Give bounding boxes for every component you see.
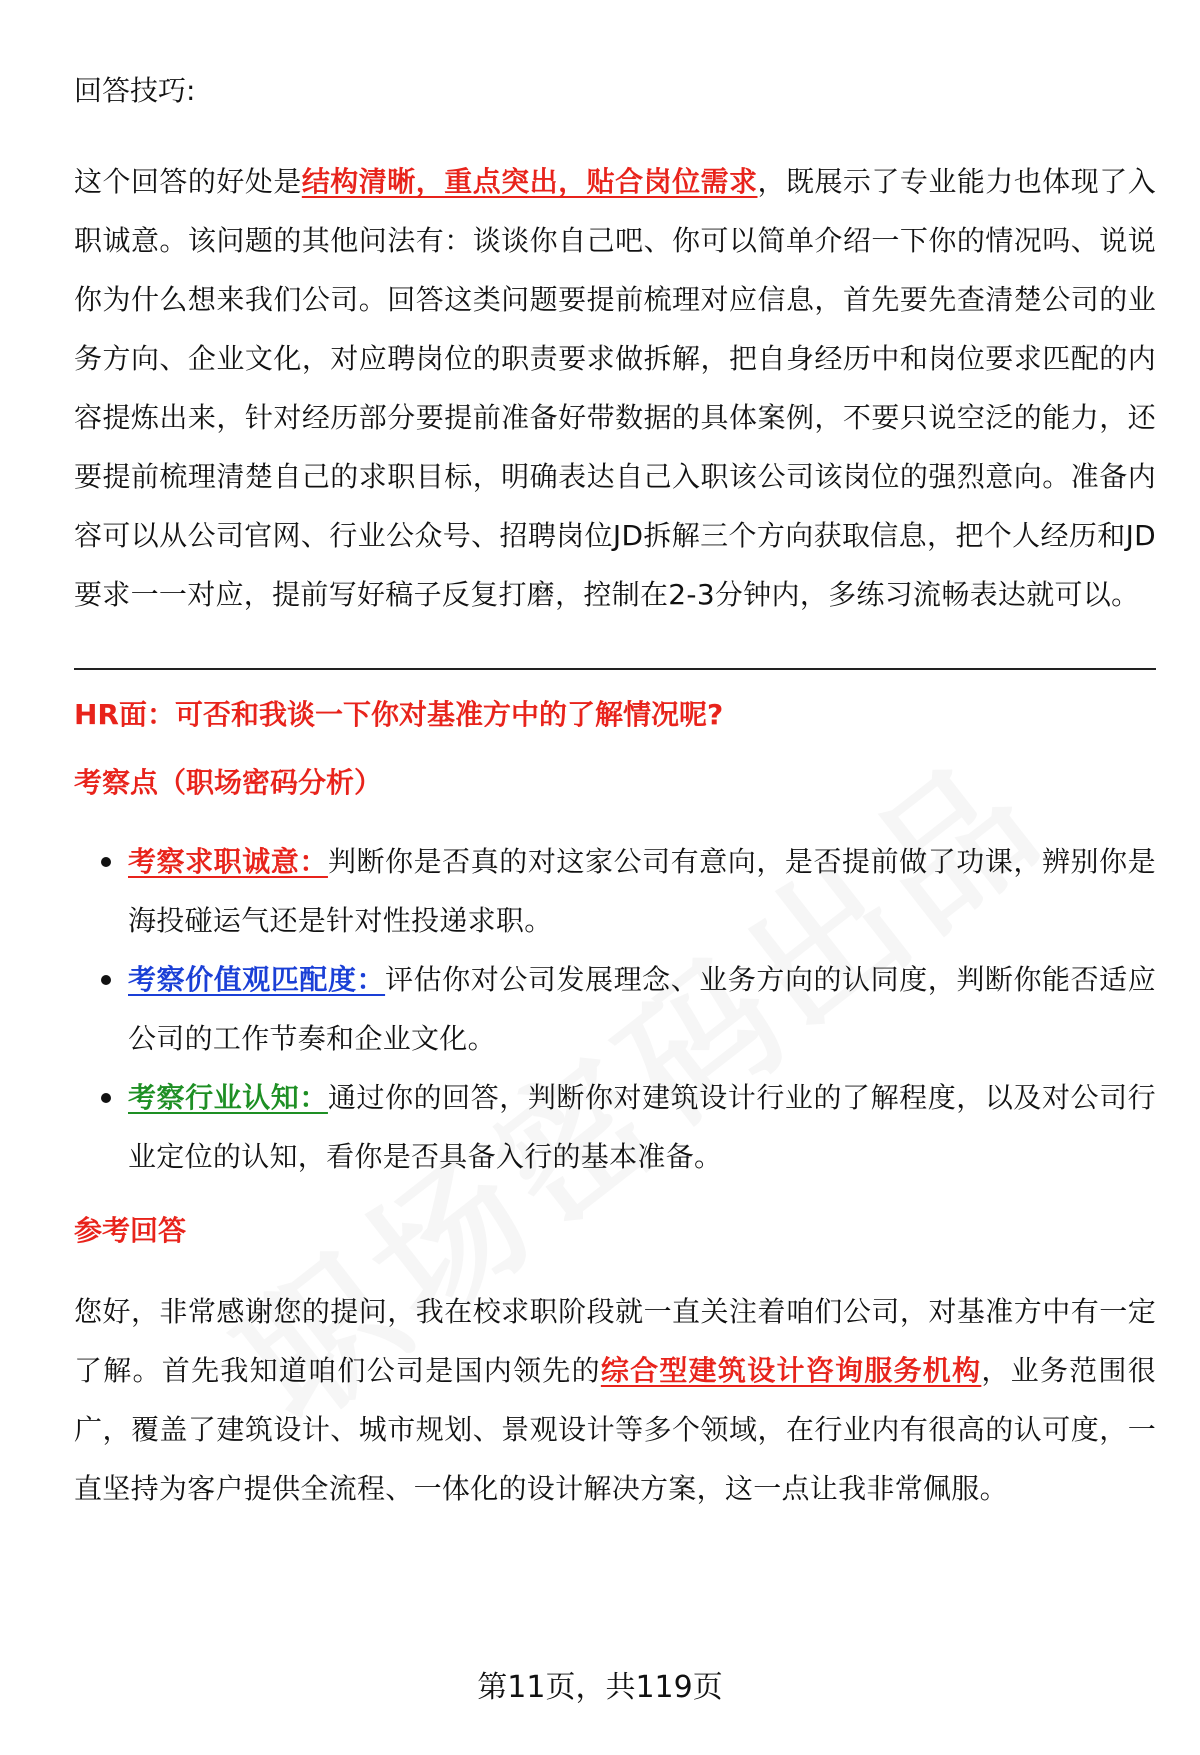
tips-highlight: 结构清晰，重点突出，贴合岗位需求 — [301, 165, 758, 198]
point-label: 考察求职诚意： — [128, 845, 328, 878]
page-number: 第11页，共119页 — [477, 1670, 723, 1705]
analysis-point-industry — [74, 1068, 1156, 1186]
answer-text-pre: 您好，非常感谢您的提问，我在校求职阶段就一直关注着咱们公司，对基准方中有一定了解。首先我知道咱们公司是国内领先的 — [74, 1295, 1156, 1387]
tips-heading: 回答技巧: — [74, 74, 196, 107]
answer-text-post: ，业务范围很广，覆盖了建筑设计、城市规划、景观设计等多个领域，在行业内有很高的认可度，一直坚持为客户提供全流程、一体化的设计解决方案，这一点让我非常佩服。 — [74, 1354, 1156, 1505]
analysis-point-values — [74, 950, 1156, 1068]
interview-question-title: HR面：可否和我谈一下你对基准方中的了解情况呢? — [74, 698, 724, 731]
tips-text-post: ，既展示了专业能力也体现了入职诚意。该问题的其他问法有：谈谈你自己吧、你可以简单介绍一下你的情况吗、说说你为什么想来我们公司。回答这类问题要提前梳理对应信息，首先要先查清楚公司的业务方向、企业文化，对应聘岗位的职责要求做拆解，把自身经历中和岗位要求匹配的内容提炼出来，针对经历部分要提前准备好带数据的具体案例，不要只说空泛的能力，还要提前梳理清楚自己的求职目标，明确表达自己入职该公司该岗位的强烈意向。准备内容可以从公司官网、行业公众号、招聘岗位JD拆解三个方向获取信息，把个人经历和JD要求一一对应，提前写好稿子反复打磨，控制在2-3分钟内，多练习流畅表达就可以。 — [74, 165, 1156, 611]
bullet-icon — [101, 857, 111, 867]
point-text: 评估你对公司发展理念、业务方向的认同度，判断你能否适应公司的工作节奏和企业文化。 — [128, 963, 1157, 1055]
tips-paragraph — [74, 152, 1156, 624]
tips-text-pre: 这个回答的好处是 — [74, 165, 302, 198]
analysis-point-sincerity — [74, 832, 1156, 950]
answer-title: 参考回答 — [74, 1214, 187, 1247]
bullet-icon — [101, 1093, 111, 1103]
answer-highlight: 综合型建筑设计咨询服务机构 — [600, 1354, 982, 1387]
answer-paragraph — [74, 1282, 1156, 1518]
point-text: 判断你是否真的对这家公司有意向，是否提前做了功课，辨别你是海投碰运气还是针对性投递求职。 — [128, 845, 1156, 937]
analysis-title: 考察点（职场密码分析） — [74, 766, 383, 799]
page-content — [74, 66, 1156, 1518]
section-divider — [74, 668, 1156, 670]
bullet-icon — [101, 975, 111, 985]
point-text: 通过你的回答，判断你对建筑设计行业的了解程度，以及对公司行业定位的认知，看你是否具备入行的基本准备。 — [128, 1081, 1156, 1173]
point-label: 考察行业认知： — [128, 1081, 328, 1114]
analysis-points-list — [74, 832, 1156, 1186]
point-label: 考察价值观匹配度： — [128, 963, 386, 996]
